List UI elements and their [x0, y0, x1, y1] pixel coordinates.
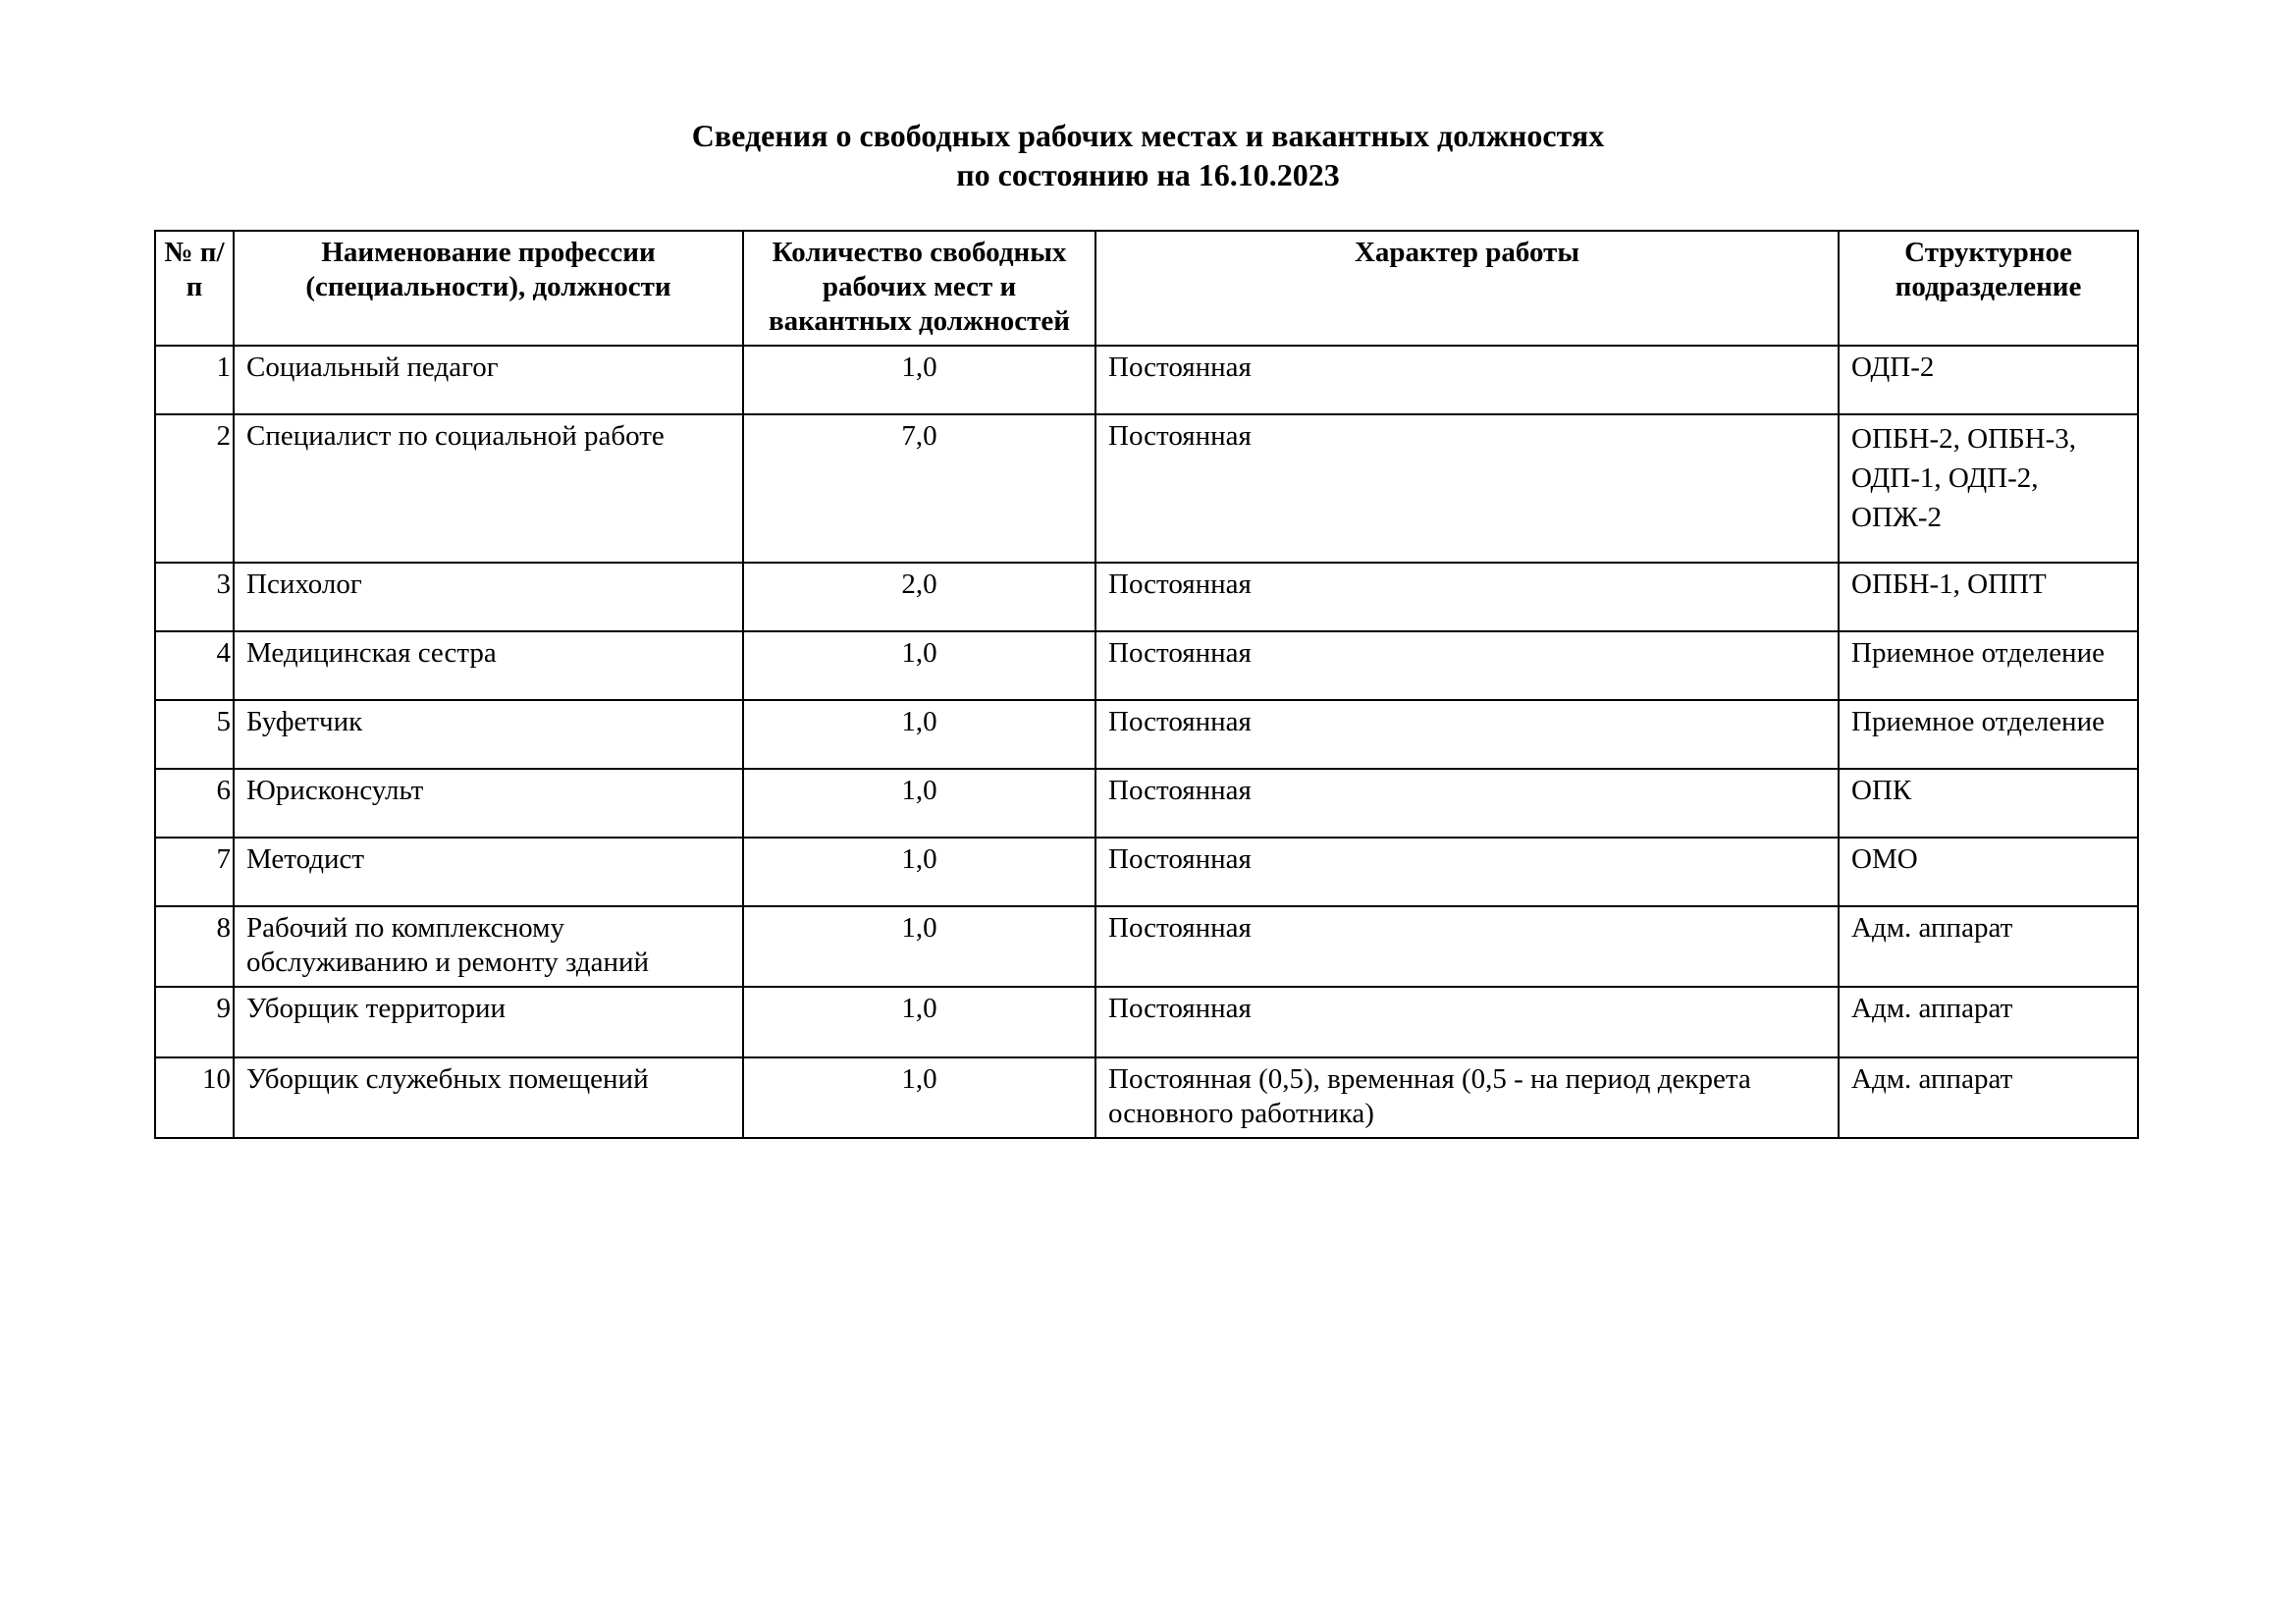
- table-row: [155, 769, 2138, 838]
- row-quantity: 1,0: [743, 1057, 1095, 1138]
- row-number: 7: [155, 838, 234, 906]
- row-department: ОПБН-1, ОППТ: [1839, 563, 2138, 631]
- row-department: ОПБН-2, ОПБН-3, ОДП-1, ОДП-2, ОПЖ-2: [1839, 414, 2138, 563]
- row-position: Уборщик служебных помещений: [234, 1057, 743, 1138]
- row-work-type: Постоянная: [1095, 906, 1839, 987]
- title-line-2: по состоянию на 16.10.2023: [956, 157, 1340, 192]
- row-quantity: 1,0: [743, 769, 1095, 838]
- row-quantity: 2,0: [743, 563, 1095, 631]
- row-number: 6: [155, 769, 234, 838]
- header-number: № п/п: [155, 231, 234, 346]
- vacancies-table: [154, 230, 2139, 1139]
- header-work-type: Характер работы: [1095, 231, 1839, 346]
- row-quantity: 1,0: [743, 700, 1095, 769]
- row-quantity: 1,0: [743, 906, 1095, 987]
- row-number: 3: [155, 563, 234, 631]
- row-department: ОПК: [1839, 769, 2138, 838]
- row-position: Медицинская сестра: [234, 631, 743, 700]
- row-number: 2: [155, 414, 234, 563]
- row-department: Адм. аппарат: [1839, 906, 2138, 987]
- table-row: [155, 906, 2138, 987]
- row-position: Психолог: [234, 563, 743, 631]
- row-position: Социальный педагог: [234, 346, 743, 414]
- table-row: [155, 838, 2138, 906]
- row-number: 10: [155, 1057, 234, 1138]
- row-quantity: 1,0: [743, 631, 1095, 700]
- row-position: Уборщик территории: [234, 987, 743, 1057]
- row-quantity: 1,0: [743, 838, 1095, 906]
- row-work-type: Постоянная: [1095, 563, 1839, 631]
- row-department: ОДП-2: [1839, 346, 2138, 414]
- row-position: Юрисконсульт: [234, 769, 743, 838]
- row-work-type: Постоянная: [1095, 631, 1839, 700]
- row-work-type: Постоянная: [1095, 346, 1839, 414]
- document-title: [0, 116, 2296, 194]
- row-position: Методист: [234, 838, 743, 906]
- row-department: Адм. аппарат: [1839, 1057, 2138, 1138]
- table-row: [155, 700, 2138, 769]
- row-department: ОМО: [1839, 838, 2138, 906]
- row-work-type: Постоянная: [1095, 414, 1839, 563]
- title-line-1: Сведения о свободных рабочих местах и вакантных должностях: [691, 118, 1605, 153]
- row-position: Буфетчик: [234, 700, 743, 769]
- header-quantity: Количество свободных рабочих мест и вакантных должностей: [743, 231, 1095, 346]
- row-work-type: Постоянная: [1095, 769, 1839, 838]
- table-row: [155, 414, 2138, 563]
- row-work-type: Постоянная (0,5), временная (0,5 - на период декрета основного работника): [1095, 1057, 1839, 1138]
- row-quantity: 7,0: [743, 414, 1095, 563]
- row-department: Адм. аппарат: [1839, 987, 2138, 1057]
- table-row: [155, 631, 2138, 700]
- header-department: Структурное подразделение: [1839, 231, 2138, 346]
- table-row: [155, 346, 2138, 414]
- row-department: Приемное отделение: [1839, 700, 2138, 769]
- row-work-type: Постоянная: [1095, 987, 1839, 1057]
- header-position: Наименование профессии (специальности), должности: [234, 231, 743, 346]
- row-number: 1: [155, 346, 234, 414]
- row-quantity: 1,0: [743, 346, 1095, 414]
- row-number: 4: [155, 631, 234, 700]
- table-header-row: [155, 231, 2138, 346]
- row-department: Приемное отделение: [1839, 631, 2138, 700]
- table-row: [155, 563, 2138, 631]
- table-row: [155, 1057, 2138, 1138]
- row-number: 5: [155, 700, 234, 769]
- row-position: Специалист по социальной работе: [234, 414, 743, 563]
- row-work-type: Постоянная: [1095, 700, 1839, 769]
- row-quantity: 1,0: [743, 987, 1095, 1057]
- row-number: 8: [155, 906, 234, 987]
- row-work-type: Постоянная: [1095, 838, 1839, 906]
- row-number: 9: [155, 987, 234, 1057]
- table-row: [155, 987, 2138, 1057]
- row-position: Рабочий по комплексному обслуживанию и ремонту зданий: [234, 906, 743, 987]
